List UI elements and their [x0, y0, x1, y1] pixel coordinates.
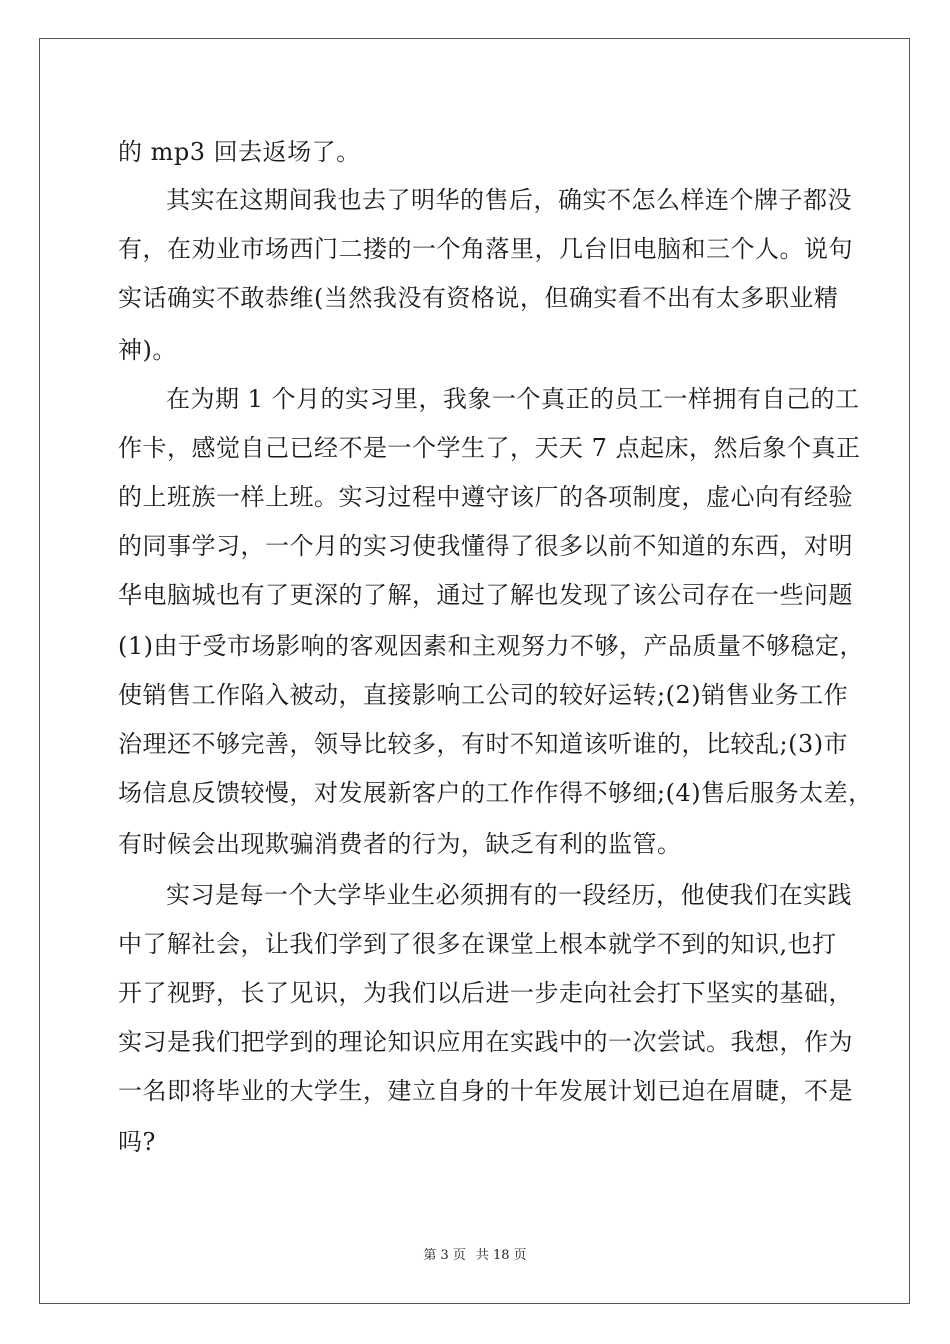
- text-line: 治理还不够完善，领导比较多，有时不知道该听谁的，比较乱;(3)市: [118, 730, 849, 758]
- text-line: 作卡，感觉自己已经不是一个学生了，天天 7 点起床，然后象个真正: [118, 434, 861, 462]
- page-number: 第 3 页: [423, 1248, 466, 1263]
- text-line: 的同事学习，一个月的实习使我懂得了很多以前不知道的东西，对明: [118, 532, 853, 560]
- text-line: 实话确实不敢恭维(当然我没有资格说，但确实看不出有太多职业精: [118, 284, 839, 312]
- page-border: [39, 38, 910, 1304]
- text-line: 吗?: [118, 1128, 156, 1156]
- text-line: 的上班族一样上班。实习过程中遵守该厂的各项制度，虚心向有经验: [118, 483, 853, 511]
- text-line: 神)。: [118, 336, 177, 364]
- text-line: 使销售工作陷入被动，直接影响工公司的较好运转;(2)销售业务工作: [118, 681, 849, 709]
- text-line: 实习是每一个大学毕业生必须拥有的一段经历，他使我们在实践: [166, 881, 852, 909]
- text-line: 其实在这期间我也去了明华的售后，确实不怎么样连个牌子都没: [166, 186, 852, 214]
- text-line: 场信息反馈较慢，对发展新客户的工作作得不够细;(4)售后服务太差，: [118, 779, 873, 807]
- text-line: 一名即将毕业的大学生，建立自身的十年发展计划已迫在眉睫，不是: [118, 1077, 853, 1105]
- text-line: 有时候会出现欺骗消费者的行为，缺乏有利的监管。: [118, 830, 682, 858]
- page-total: 共 18 页: [475, 1248, 527, 1263]
- text-line: 有，在劝业市场西门二搂的一个角落里，几台旧电脑和三个人。说句: [118, 235, 853, 263]
- text-line: 在为期 1 个月的实习里，我象一个真正的员工一样拥有自己的工: [166, 385, 860, 413]
- text-line: 实习是我们把学到的理论知识应用在实践中的一次尝试。我想，作为: [118, 1028, 853, 1056]
- text-line: 开了视野，长了见识，为我们以后进一步走向社会打下坚实的基础，: [118, 979, 853, 1007]
- text-line: 的 mp3 回去返场了。: [118, 138, 361, 166]
- text-line: (1)由于受市场影响的客观因素和主观努力不够，产品质量不够稳定，: [118, 632, 864, 660]
- text-line: 华电脑城也有了更深的了解，通过了解也发现了该公司存在一些问题: [118, 581, 853, 609]
- page-footer: [0, 1248, 950, 1264]
- text-line: 中了解社会，让我们学到了很多在课堂上根本就学不到的知识,也打: [118, 930, 837, 958]
